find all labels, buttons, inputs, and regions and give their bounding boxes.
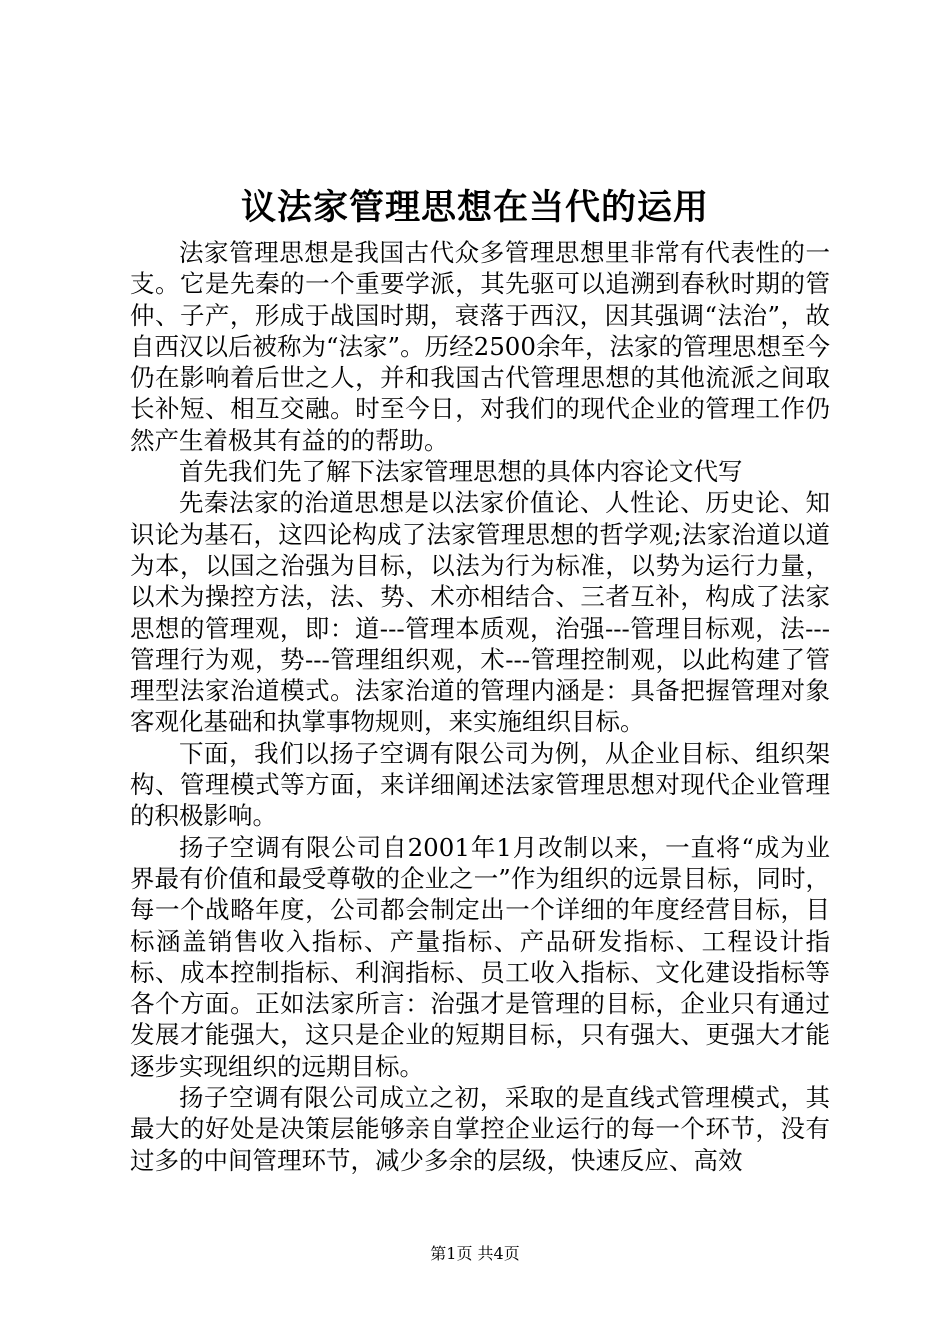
paragraph-intro: 法家管理思想是我国古代众多管理思想里非常有代表性的一支。它是先秦的一个重要学派，其先驱可以追溯到春秋时期的管仲、子产，形成于战国时期，衰落于西汉，因其强调“法治”，故自西汉以后被称为“法家”。历经2500余年，法家的管理思想至今仍在影响着后世之人，并和我国古代管理思想的其他流派之间取长补短、相互交融。时至今日，对我们的现代企业的管理工作仍然产生着极其有益的的帮助。: [130, 238, 830, 455]
paragraph-company-goals: 扬子空调有限公司自2001年1月改制以来，一直将“成为业界最有价值和最受尊敬的企业之一”作为组织的远景目标，同时，每一个战略年度，公司都会制定出一个详细的年度经营目标，目标涵盖销售收入指标、产量指标、产品研发指标、工程设计指标、成本控制指标、利润指标、员工收入指标、文化建设指标等各个方面。正如法家所言：治强才是管理的目标，企业只有通过发展才能强大，这只是企业的短期目标，只有强大、更强大才能逐步实现组织的远期目标。: [130, 832, 830, 1081]
document-body: [130, 237, 830, 1176]
paragraph-example-intro: 下面，我们以扬子空调有限公司为例，从企业目标、组织架构、管理模式等方面，来详细阐述法家管理思想对现代企业管理的积极影响。: [130, 738, 830, 831]
document-title: 议法家管理思想在当代的运用: [240, 187, 709, 228]
page-number-footer: 第1页 共4页: [430, 1244, 520, 1263]
paragraph-overview: 首先我们先了解下法家管理思想的具体内容论文代写: [179, 457, 743, 487]
paragraph-management-mode: 扬子空调有限公司成立之初，采取的是直线式管理模式，其最大的好处是决策层能够亲自掌控企业运行的每一个环节，没有过多的中间管理环节，减少多余的层级，快速反应、高效: [130, 1083, 830, 1175]
paragraph-governance: 先秦法家的治道思想是以法家价值论、人性论、历史论、知识论为基石，这四论构成了法家管理思想的哲学观;法家治道以道为本，以国之治强为目标，以法为行为标准，以势为运行力量，以术为操控方法，法、势、术亦相结合、三者互补，构成了法家思想的管理观，即：道---管理本质观，治强---管理目标观，法---管理行为观，势---管理组织观，术---管理控制观，以此构建了管理型法家治道模式。法家治道的管理内涵是：具备把握管理对象客观化基础和执掌事物规则，来实施组织目标。: [130, 488, 830, 737]
